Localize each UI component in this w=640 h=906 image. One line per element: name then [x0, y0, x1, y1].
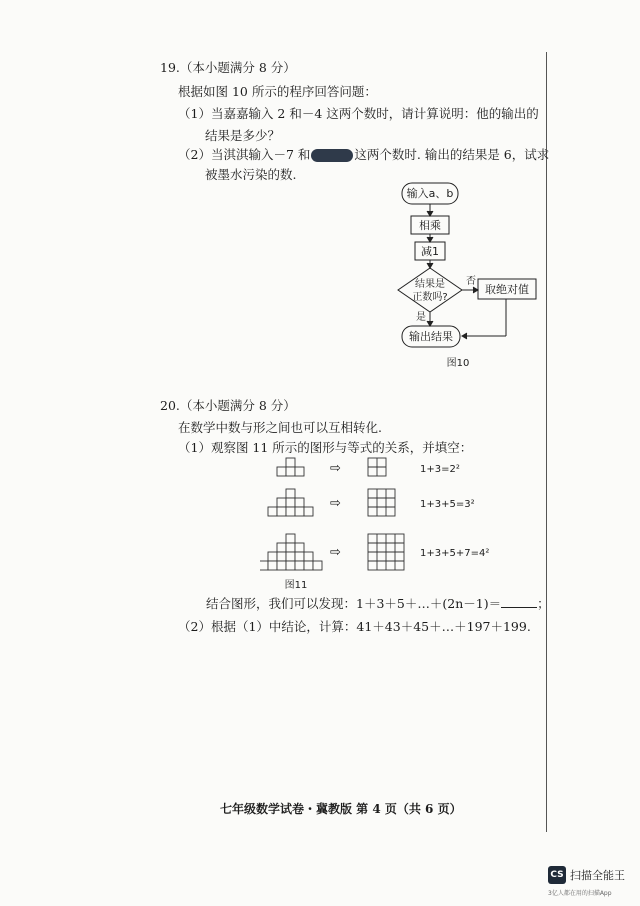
q19-part1-line2: 结果是多少？ — [205, 128, 281, 143]
arrow-2: ⇨ — [330, 496, 341, 511]
flow-decision — [398, 268, 462, 312]
flow-input-label: 输入a、b — [406, 187, 454, 200]
q19-part2-text-a: （2）当淇淇输入－7 和 — [178, 147, 311, 162]
q19-intro: 根据如图 10 所示的程序回答问题： — [178, 84, 377, 99]
equation-1: 1+3=2² — [420, 464, 460, 475]
flow-decision-label-2: 正数吗? — [412, 292, 448, 303]
flow-no-label: 否 — [466, 276, 476, 287]
q19-header: 19.（本小题满分 8 分） — [160, 60, 296, 75]
q20-part1: （1）观察图 11 所示的图形与等式的关系，并填空： — [178, 440, 473, 455]
q19-part1-line1: （1）当嘉嘉输入 2 和－4 这两个数时，请计算说明：他的输出的 — [178, 106, 539, 121]
q20-header: 20.（本小题满分 8 分） — [160, 398, 296, 413]
q20-conclusion — [206, 594, 550, 612]
arrow-3: ⇨ — [330, 545, 341, 560]
flow-yes-label: 是 — [416, 312, 426, 323]
flow-output-label: 输出结果 — [409, 330, 453, 343]
answer-blank[interactable] — [501, 596, 537, 608]
equation-3: 1+3+5+7=4² — [420, 548, 490, 559]
scanner-watermark — [548, 866, 640, 902]
watermark-name: 扫描全能王 — [570, 869, 625, 882]
equation-2: 1+3+5=3² — [420, 499, 475, 510]
flow-multiply-label: 相乘 — [419, 219, 441, 232]
figure10-caption: 图10 — [446, 358, 470, 369]
figure11 — [260, 452, 490, 602]
page-footer: 七年级数学试卷・冀教版 第 4 页（共 6 页） — [220, 802, 462, 816]
camscanner-logo-icon: CS — [548, 866, 566, 884]
arrow-1: ⇨ — [330, 461, 341, 476]
q20-part2: （2）根据（1）中结论，计算：41＋43＋45＋…＋197＋199. — [178, 619, 531, 634]
ink-blot — [311, 149, 353, 162]
q19-part2-text-b: 这两个数时. 输出的结果是 6，试求 — [354, 147, 550, 162]
watermark-subtitle: 3亿人都在用的扫描App — [548, 890, 612, 897]
flow-minus1-label: 减1 — [421, 245, 439, 258]
margin-line — [546, 52, 547, 832]
q20-conclusion-text: 结合图形，我们可以发现：1＋3＋5＋…＋(2n－1)＝ — [206, 596, 502, 611]
flowchart-figure10 — [390, 178, 550, 373]
flow-decision-label-1: 结果是 — [415, 279, 445, 290]
q20-conclusion-end: ； — [537, 596, 550, 611]
q20-intro: 在数学中数与形之间也可以互相转化. — [178, 420, 382, 435]
q19-part2-line2: 被墨水污染的数. — [205, 167, 297, 182]
flow-abs-label: 取绝对值 — [485, 283, 529, 296]
figure11-caption: 图11 — [284, 580, 308, 591]
q19-part2-line1 — [178, 145, 549, 163]
